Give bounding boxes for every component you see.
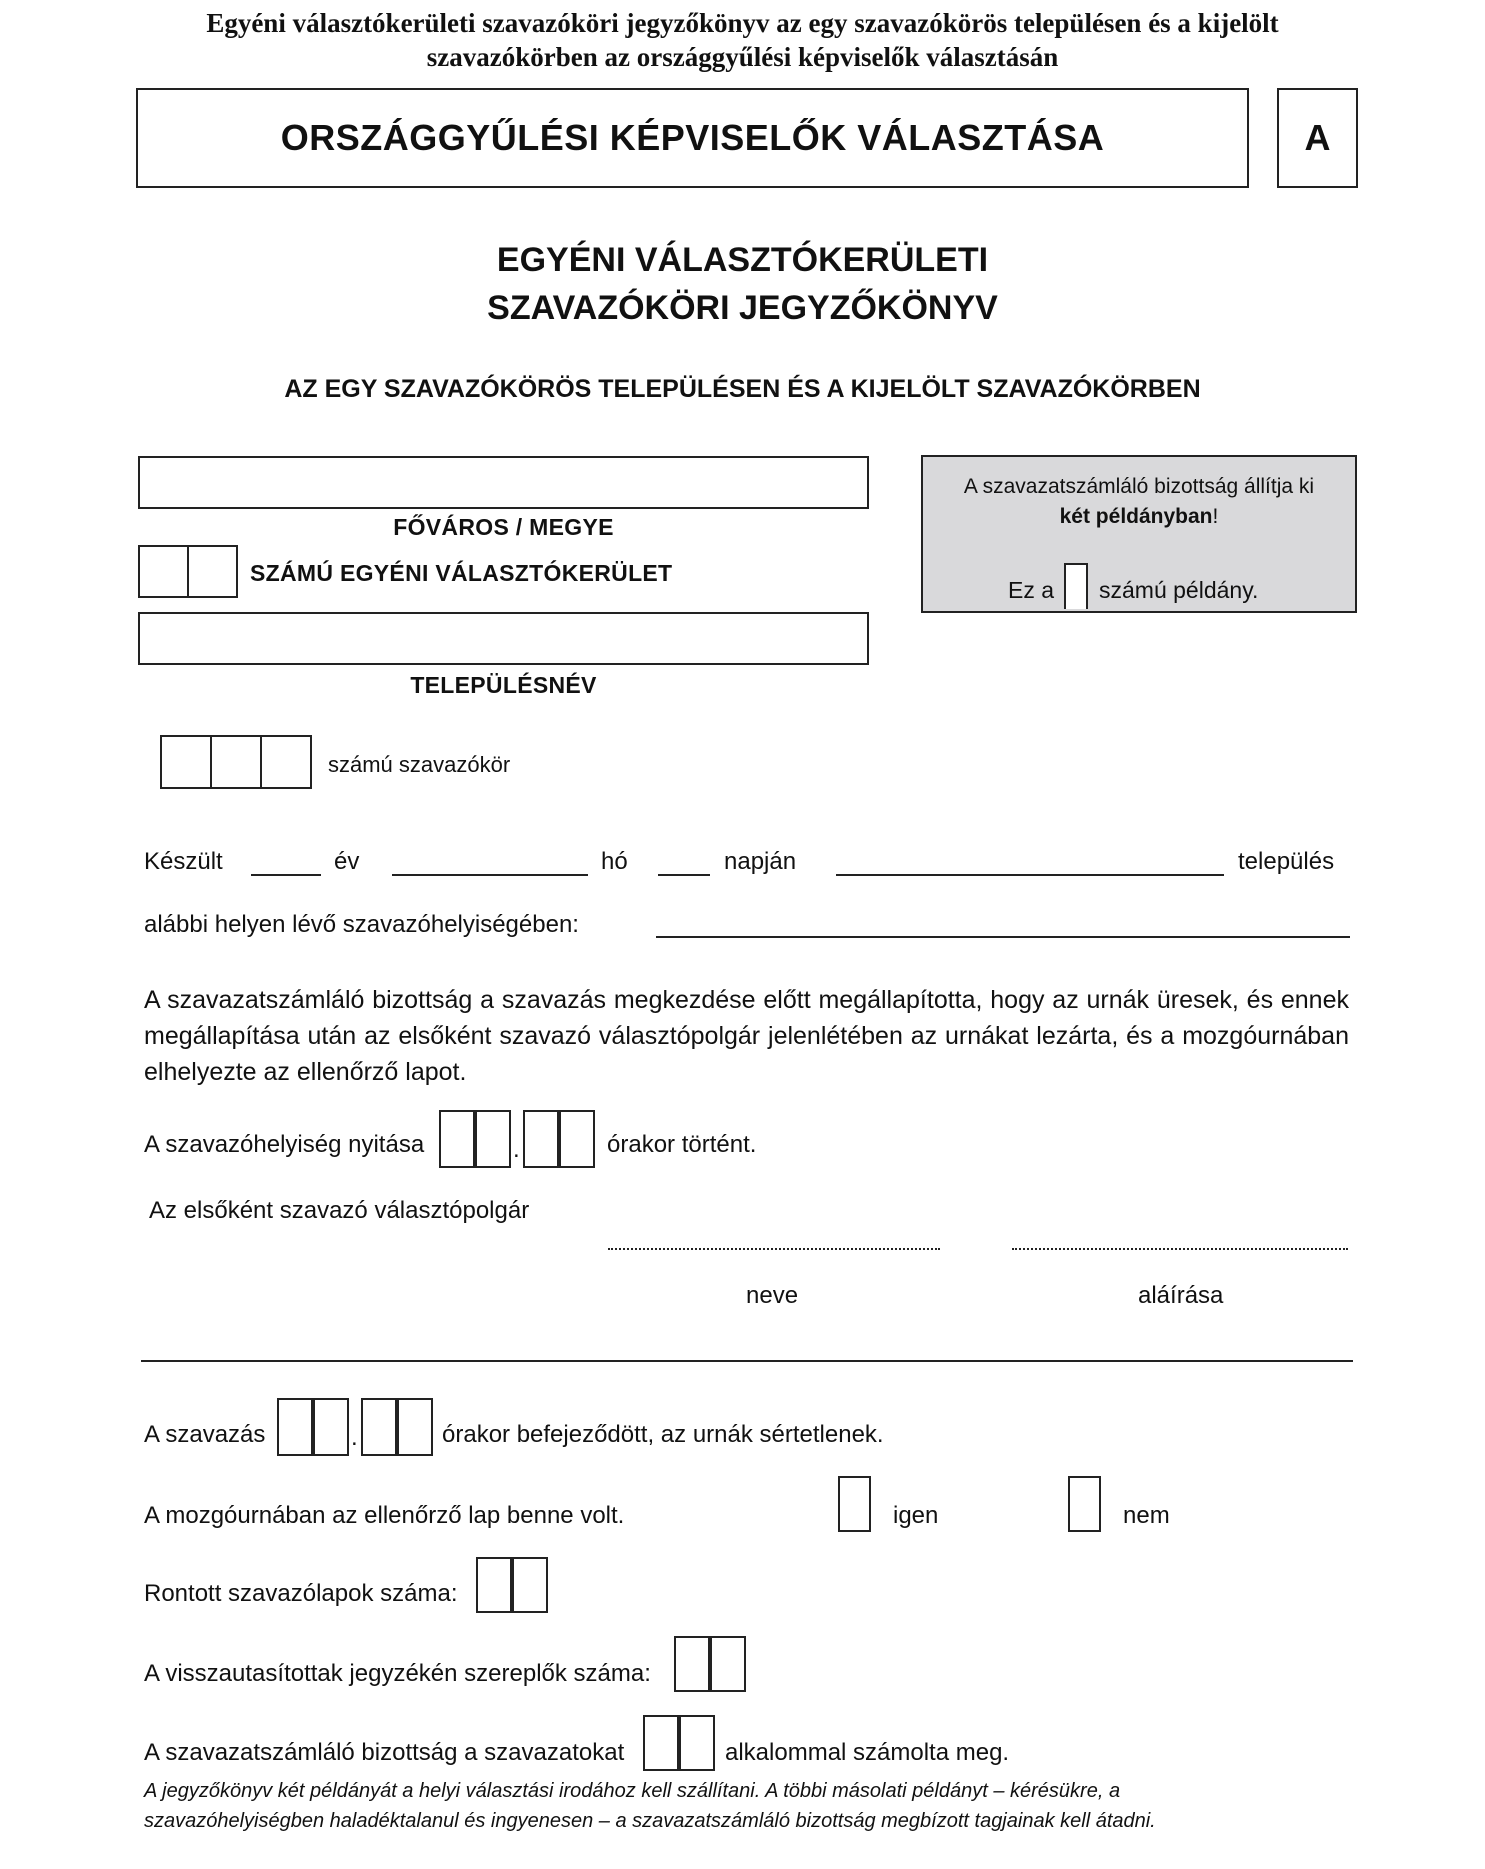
county-field[interactable] (138, 456, 869, 509)
opening-separator: . (513, 1136, 520, 1163)
banner-title: ORSZÁGGYŰLÉSI KÉPVISELŐK VÁLASZTÁSA (280, 117, 1105, 158)
closing-minute-digit-1[interactable] (361, 1398, 397, 1456)
opening-paragraph: A szavazatszámláló bizottság a szavazás megkezdése előtt megállapította, hogy az urnák üresek, és ennek megállapítása után az elsőként szavazó választópolgár jelenlétében az urnákat lezárta, és a mozgóurnában elhelyezte az ellenőrző lapot. (144, 986, 1349, 1086)
footnote-line-1: A jegyzőkönyv két példányát a helyi választási irodához kell szállítani. A többi másolati példányt – kérésükre, a (144, 1780, 1121, 1802)
first-voter-signature-field[interactable] (1012, 1248, 1348, 1250)
rejected-label: A visszautasítottak jegyzékén szereplők száma: (144, 1660, 651, 1687)
opening-hour-digit-1[interactable] (439, 1110, 475, 1168)
settlement-field[interactable] (138, 612, 869, 665)
opening-minute-digit-2[interactable] (559, 1110, 595, 1168)
year-label: év (334, 848, 360, 875)
opening-minute-digit-1[interactable] (523, 1110, 559, 1168)
section-divider (141, 1360, 1353, 1362)
opening-suffix: órakor történt. (607, 1131, 757, 1158)
name-caption: neve (746, 1282, 799, 1309)
day-label: napján (724, 848, 797, 875)
closing-minute-digit-2[interactable] (397, 1398, 433, 1456)
closing-hour-digit-2[interactable] (313, 1398, 349, 1456)
document-title-line-1: EGYÉNI VÁLASZTÓKERÜLETI (496, 241, 989, 279)
closing-suffix: órakor befejeződött, az urnák sértetlenek. (442, 1421, 884, 1448)
counted-label: A szavazatszámláló bizottság a szavazatokat (144, 1739, 625, 1766)
station-digit-2[interactable] (210, 735, 262, 789)
notice-line-2 (923, 505, 1355, 529)
document-title (0, 236, 1485, 332)
copies-notice (921, 455, 1357, 613)
yes-checkbox[interactable] (838, 1476, 871, 1532)
district-digit-1[interactable] (138, 545, 189, 598)
notice-line-1: A szavazatszámláló bizottság állítja ki (963, 475, 1315, 498)
election-banner (136, 88, 1249, 188)
county-label: FŐVÁROS / MEGYE (393, 514, 614, 540)
yes-label: igen (893, 1502, 939, 1529)
closing-separator: . (351, 1424, 358, 1451)
copy-suffix: számú példány. (1099, 577, 1259, 603)
document-title-line-2: SZAVAZÓKÖRI JEGYZŐKÖNYV (487, 289, 998, 327)
copy-number-box[interactable] (1064, 563, 1088, 609)
counted-digit-1[interactable] (643, 1715, 679, 1771)
closing-label: A szavazás (144, 1421, 266, 1448)
made-label: Készült (144, 848, 223, 875)
notice-exclamation: ! (1212, 505, 1219, 528)
year-field[interactable] (251, 874, 321, 876)
settlement-word: település (1238, 848, 1335, 875)
location-label: alábbi helyen lévő szavazóhelyiségében: (144, 911, 579, 938)
opening-hour-digit-2[interactable] (475, 1110, 511, 1168)
form-letter: A (1304, 117, 1331, 158)
form-letter-box (1277, 88, 1358, 188)
spoiled-digit-1[interactable] (476, 1557, 512, 1613)
copy-prefix: Ez a (1008, 577, 1055, 603)
opening-label: A szavazóhelyiség nyitása (144, 1131, 425, 1158)
spoiled-digit-2[interactable] (512, 1557, 548, 1613)
footnote (144, 1776, 1156, 1836)
day-field[interactable] (658, 874, 710, 876)
settlement-name-field[interactable] (836, 874, 1224, 876)
station-digit-3[interactable] (260, 735, 312, 789)
header-line-1: Egyéni választókerületi szavazóköri jegyzőkönyv az egy szavazókörös településen és a kijelölt (206, 8, 1279, 38)
first-voter-label: Az elsőként szavazó választópolgár (149, 1197, 530, 1224)
footnote-line-2: szavazóhelyiségben haladéktalanul és ingyenesen – a szavazatszámláló bizottság megbízott tagjainak kell átadni. (144, 1810, 1156, 1832)
header-line-2: szavazókörben az országgyűlési képviselők választásán (426, 42, 1059, 72)
rejected-digit-1[interactable] (674, 1636, 710, 1692)
counted-digit-2[interactable] (679, 1715, 715, 1771)
counted-suffix: alkalommal számolta meg. (725, 1739, 1010, 1766)
district-label: SZÁMÚ EGYÉNI VÁLASZTÓKERÜLET (250, 560, 673, 586)
control-sheet-label: A mozgóurnában az ellenőrző lap benne volt. (144, 1502, 625, 1529)
station-digit-1[interactable] (160, 735, 212, 789)
location-field[interactable] (656, 936, 1350, 938)
first-voter-name-field[interactable] (608, 1248, 940, 1250)
rejected-digit-2[interactable] (710, 1636, 746, 1692)
month-label: hó (601, 848, 628, 875)
no-label: nem (1123, 1502, 1170, 1529)
signature-caption: aláírása (1138, 1282, 1224, 1309)
no-checkbox[interactable] (1068, 1476, 1101, 1532)
settlement-label: TELEPÜLÉSNÉV (410, 672, 597, 698)
spoiled-label: Rontott szavazólapok száma: (144, 1580, 458, 1607)
document-subtitle: AZ EGY SZAVAZÓKÖRÖS TELEPÜLÉSEN ÉS A KIJELÖLT SZAVAZÓKÖRBEN (284, 375, 1201, 403)
polling-station-label: számú szavazókör (328, 752, 511, 777)
district-digit-2[interactable] (187, 545, 238, 598)
closing-hour-digit-1[interactable] (277, 1398, 313, 1456)
notice-bold-text: két példányban (1059, 505, 1213, 528)
month-field[interactable] (392, 874, 588, 876)
